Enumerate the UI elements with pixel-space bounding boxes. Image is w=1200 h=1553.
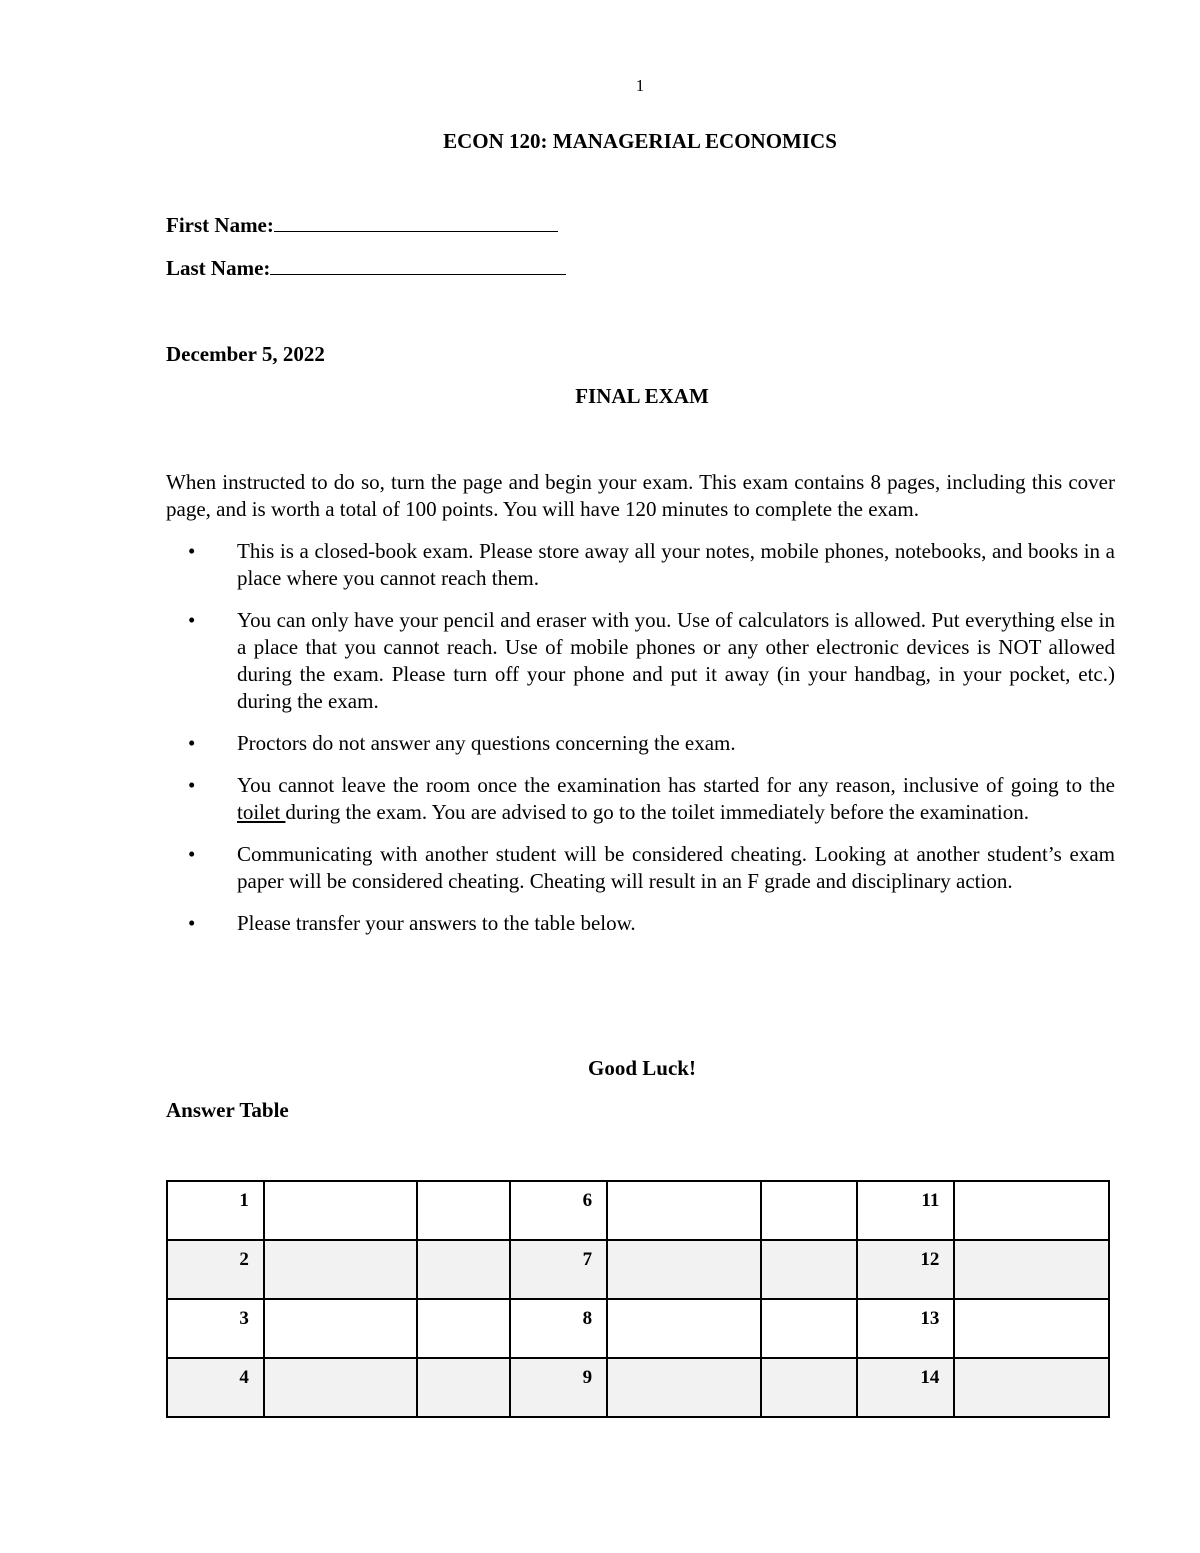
answer-cell[interactable] bbox=[417, 1181, 510, 1240]
last-name-label: Last Name: bbox=[166, 256, 271, 280]
answer-cell[interactable] bbox=[607, 1358, 761, 1417]
question-number: 8 bbox=[510, 1299, 607, 1358]
answer-table bbox=[166, 1180, 1110, 1418]
rule-text: Communicating with another student will be considered cheating. Looking at another student’s exam paper will be considered cheating. Cheating will result in an F grade and disciplinary action. bbox=[237, 842, 1115, 893]
question-number: 3 bbox=[167, 1299, 264, 1358]
answer-cell[interactable] bbox=[607, 1181, 761, 1240]
answer-table-title: Answer Table bbox=[166, 1098, 289, 1122]
page-number: 1 bbox=[635, 76, 645, 95]
rule-text bbox=[237, 773, 1115, 824]
answer-cell[interactable] bbox=[954, 1299, 1109, 1358]
answer-cell[interactable] bbox=[264, 1181, 418, 1240]
rule-text: Proctors do not answer any questions concerning the exam. bbox=[237, 731, 736, 755]
course-title: ECON 120: MANAGERIAL ECONOMICS bbox=[443, 129, 837, 153]
table-row bbox=[167, 1240, 1109, 1299]
answer-cell[interactable] bbox=[954, 1181, 1109, 1240]
bullet-icon: • bbox=[188, 773, 196, 797]
bullet-icon: • bbox=[188, 911, 196, 935]
answer-cell[interactable] bbox=[954, 1358, 1109, 1417]
answer-cell[interactable] bbox=[761, 1358, 858, 1417]
question-number: 12 bbox=[857, 1240, 954, 1299]
last-name-line bbox=[166, 256, 566, 281]
answer-cell[interactable] bbox=[417, 1299, 510, 1358]
last-name-blank[interactable] bbox=[270, 256, 566, 275]
rule-text: Please transfer your answers to the table below. bbox=[237, 911, 636, 935]
rule-text: You can only have your pencil and eraser with you. Use of calculators is allowed. Put everything else in a place that you cannot reach. Use of mobile phones or any other electronic devices is NOT allowed during the exam. Please turn off your phone and put it away (in your handbag, in your pocket, etc.) during the exam. bbox=[237, 608, 1115, 713]
question-number: 11 bbox=[857, 1181, 954, 1240]
answer-cell[interactable] bbox=[417, 1358, 510, 1417]
rule-text-part: during the exam. You are advised to go to the toilet immediately before the examination. bbox=[285, 800, 1029, 824]
rules-list bbox=[166, 538, 1115, 952]
answer-cell[interactable] bbox=[761, 1240, 858, 1299]
rule-text: This is a closed-book exam. Please store away all your notes, mobile phones, notebooks, and books in a place where you cannot reach them. bbox=[237, 539, 1115, 590]
answer-cell[interactable] bbox=[417, 1240, 510, 1299]
bullet-icon: • bbox=[188, 842, 196, 866]
underlined-word: toilet bbox=[237, 800, 286, 824]
intro-paragraph: When instructed to do so, turn the page and begin your exam. This exam contains 8 pages, including this cover page, and is worth a total of 100 points. You will have 120 minutes to complete the exam. bbox=[166, 470, 1115, 521]
bullet-icon: • bbox=[188, 608, 196, 632]
table-row bbox=[167, 1181, 1109, 1240]
good-luck-text: Good Luck! bbox=[588, 1056, 696, 1080]
question-number: 7 bbox=[510, 1240, 607, 1299]
question-number: 14 bbox=[857, 1358, 954, 1417]
question-number: 13 bbox=[857, 1299, 954, 1358]
list-item bbox=[166, 910, 1115, 937]
rule-text-part: You cannot leave the room once the examination has started for any reason, inclusive of going to the bbox=[237, 773, 1115, 797]
bullet-icon: • bbox=[188, 731, 196, 755]
first-name-line bbox=[166, 213, 558, 238]
list-item bbox=[166, 607, 1115, 715]
first-name-label: First Name: bbox=[166, 213, 274, 237]
list-item bbox=[166, 538, 1115, 592]
question-number: 2 bbox=[167, 1240, 264, 1299]
answer-cell[interactable] bbox=[954, 1240, 1109, 1299]
answer-cell[interactable] bbox=[761, 1299, 858, 1358]
bullet-icon: • bbox=[188, 539, 196, 563]
answer-cell[interactable] bbox=[264, 1299, 418, 1358]
question-number: 9 bbox=[510, 1358, 607, 1417]
table-row bbox=[167, 1358, 1109, 1417]
answer-cell[interactable] bbox=[607, 1240, 761, 1299]
question-number: 6 bbox=[510, 1181, 607, 1240]
exam-date: December 5, 2022 bbox=[166, 342, 325, 366]
exam-title: FINAL EXAM bbox=[575, 384, 709, 408]
list-item bbox=[166, 772, 1115, 826]
list-item bbox=[166, 841, 1115, 895]
answer-cell[interactable] bbox=[264, 1358, 418, 1417]
first-name-blank[interactable] bbox=[274, 213, 558, 232]
question-number: 4 bbox=[167, 1358, 264, 1417]
answer-cell[interactable] bbox=[607, 1299, 761, 1358]
table-row bbox=[167, 1299, 1109, 1358]
list-item bbox=[166, 730, 1115, 757]
question-number: 1 bbox=[167, 1181, 264, 1240]
answer-cell[interactable] bbox=[761, 1181, 858, 1240]
answer-cell[interactable] bbox=[264, 1240, 418, 1299]
